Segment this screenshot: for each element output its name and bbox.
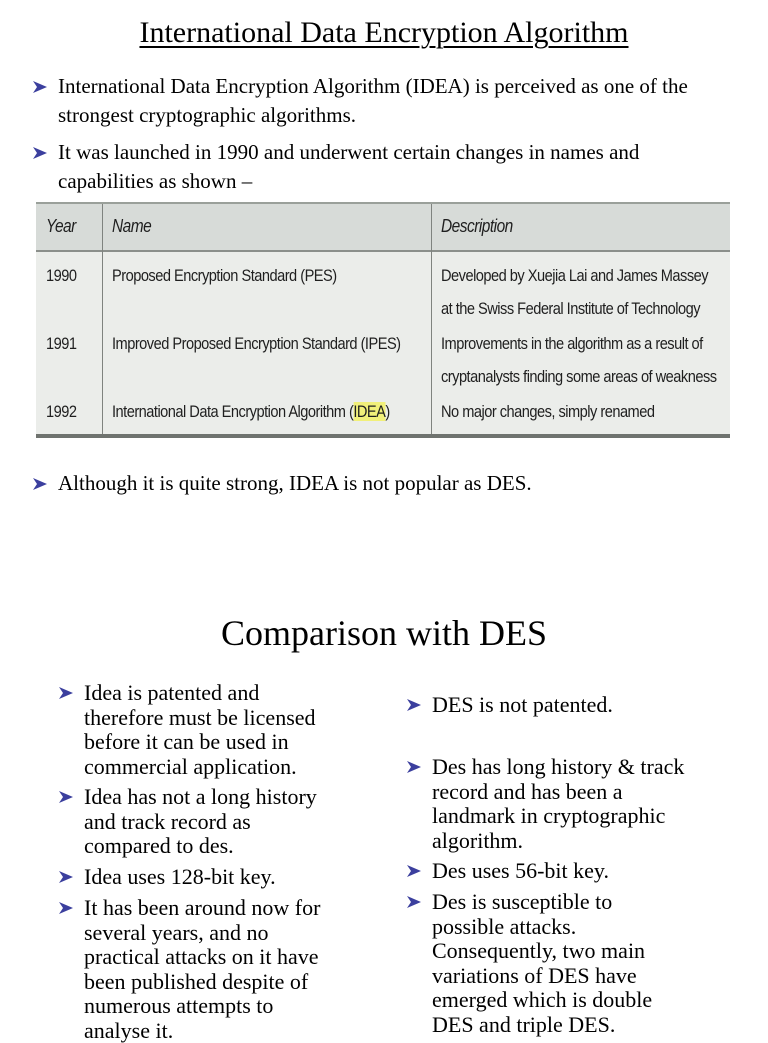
bullet-text — [432, 755, 736, 853]
arrow-bullet-icon — [406, 890, 432, 915]
table-cell-year: 1992 — [46, 402, 77, 421]
bullet-line: Consequently, two main — [432, 938, 646, 963]
bullet-line: practical attacks on it have — [84, 944, 319, 969]
bullet-line: algorithm. — [432, 827, 524, 853]
intro-bullet-1 — [32, 72, 722, 130]
bullet-text: Des uses 56-bit key. — [432, 858, 609, 883]
bullet-line: It has been around now for — [84, 895, 321, 920]
idea-bullet-key — [58, 865, 368, 890]
table-cell-description: Developed by Xuejia Lai and James Massey — [441, 266, 709, 285]
highlighted-text: IDEA — [353, 402, 386, 421]
bullet-line: commercial application. — [84, 753, 297, 779]
idea-bullet-patent — [58, 681, 368, 779]
intro-bullet-2 — [32, 138, 722, 196]
table-cell-name — [112, 402, 390, 422]
bullet-text — [84, 681, 368, 779]
bullet-line: been published despite of — [84, 968, 309, 994]
bullet-line: numerous attempts to — [84, 993, 274, 1018]
bullet-text: DES is not patented. — [432, 692, 613, 717]
bullet-line: possible attacks. — [432, 913, 577, 939]
des-bullet-history — [406, 755, 736, 853]
bullet-text: Although it is quite strong, IDEA is not popular as DES. — [58, 471, 532, 495]
comparison-title: Comparison with DES — [220, 613, 547, 653]
table-cell-description: No major changes, simply renamed — [441, 402, 655, 421]
bullet-line: DES and triple DES. — [432, 1011, 616, 1037]
arrow-bullet-icon — [58, 865, 84, 890]
table-cell-year: 1991 — [46, 334, 77, 353]
des-bullet-patent — [406, 693, 736, 718]
arrow-bullet-icon — [58, 681, 84, 706]
table-header-name: Name — [112, 216, 152, 236]
table-cell-description: Improvements in the algorithm as a result of — [441, 334, 703, 353]
arrow-bullet-icon — [406, 859, 432, 884]
idea-bullet-attacks — [58, 896, 368, 1043]
des-bullet-attacks — [406, 890, 736, 1037]
arrow-bullet-icon — [406, 755, 432, 780]
arrow-bullet-icon — [32, 469, 58, 498]
bullet-line: several years, and no — [84, 919, 269, 945]
bullet-line: Des has long history & track — [432, 754, 685, 779]
bullet-line: Idea is patented and — [84, 680, 260, 705]
bullet-line: variations of DES have — [432, 962, 637, 988]
arrow-bullet-icon — [58, 896, 84, 921]
arrow-bullet-icon — [406, 693, 432, 718]
table-divider — [102, 204, 103, 434]
idea-bullet-history — [58, 785, 368, 859]
bullet-line: before it can be used in — [84, 729, 289, 754]
bullet-text: International Data Encryption Algorithm (IDEA) is perceived as one of the strongest cryptographic algorithms. — [58, 74, 688, 127]
table-cell-name: Improved Proposed Encryption Standard (IPES) — [112, 334, 401, 353]
bullet-line: Des is susceptible to — [432, 889, 613, 914]
des-bullet-key — [406, 859, 736, 884]
bullet-line: and track record as — [84, 808, 251, 834]
name-prefix: International Data Encryption Algorithm ( — [112, 402, 354, 421]
arrow-bullet-icon — [58, 785, 84, 810]
bullet-line: analyse it. — [84, 1017, 174, 1043]
popularity-bullet — [32, 469, 722, 498]
table-header-year: Year — [46, 216, 76, 236]
table-cell-year: 1990 — [46, 266, 77, 285]
idea-history-table — [36, 202, 730, 438]
bullet-line: emerged which is double — [432, 987, 653, 1012]
bullet-text: Idea uses 128-bit key. — [84, 864, 276, 889]
arrow-bullet-icon — [32, 138, 58, 167]
name-suffix: ) — [385, 402, 390, 421]
table-header-description: Description — [441, 216, 513, 236]
page-title: International Data Encryption Algorithm — [139, 16, 629, 49]
bullet-line: landmark in cryptographic — [432, 803, 666, 828]
bullet-line: record and has been a — [432, 778, 623, 804]
table-cell-description: cryptanalysts finding some areas of weakness — [441, 367, 717, 386]
bullet-text — [432, 890, 736, 1037]
bullet-line: therefore must be licensed — [84, 704, 316, 730]
bullet-text — [84, 785, 368, 859]
table-divider — [431, 204, 432, 434]
bullet-line: Idea has not a long history — [84, 784, 317, 809]
bullet-text: It was launched in 1990 and underwent certain changes in names and capabilities as shown – — [58, 140, 640, 193]
bullet-line: compared to des. — [84, 833, 234, 858]
table-cell-description: at the Swiss Federal Institute of Technology — [441, 299, 701, 318]
bullet-text — [84, 896, 368, 1043]
arrow-bullet-icon — [32, 72, 58, 101]
table-cell-name: Proposed Encryption Standard (PES) — [112, 266, 337, 285]
